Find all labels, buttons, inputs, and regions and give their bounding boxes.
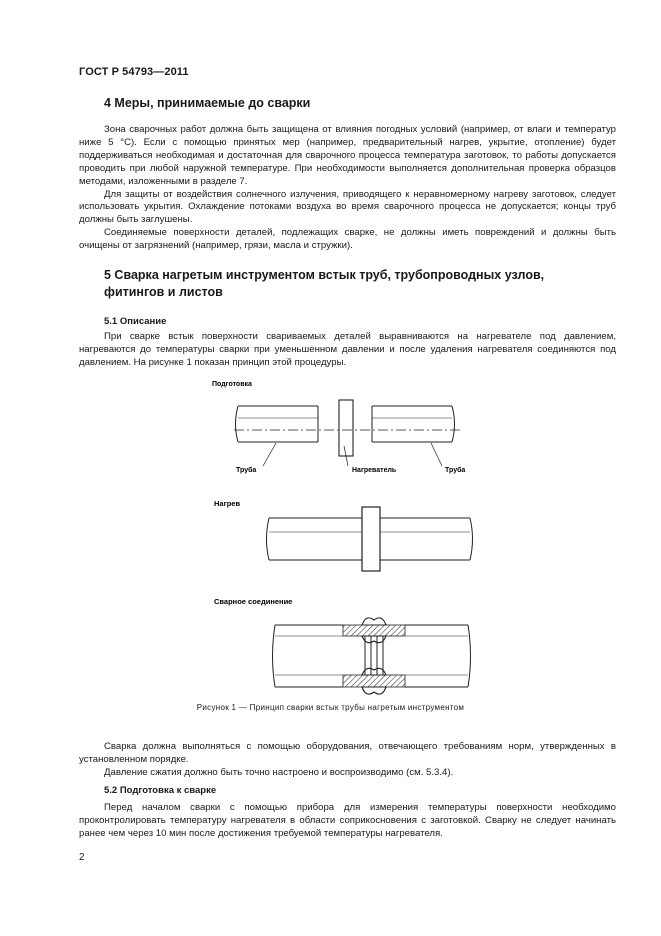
paragraph: Сварка должна выполняться с помощью оборудования, отвечающего требованиям норм, утвержденных в установленном порядке. [79,741,616,765]
leader-line [431,443,442,466]
figure-caption: Рисунок 1 — Принцип сварки встык трубы нагретым инструментом [196,703,465,712]
page-number: 2 [79,852,85,863]
pipe-left [236,406,319,442]
subsection-5-1-title: 5.1 Описание [104,316,167,327]
stage-preparation [234,400,465,474]
leader-line [263,443,276,466]
document-header: ГОСТ Р 54793—2011 [79,66,189,78]
label-pipe-left: Труба [236,467,257,474]
figure-butt-welding-diagram [0,370,661,700]
stage-label-preparation: Подготовка [212,381,252,388]
subsection-5-1-body [79,331,616,370]
paragraph: Давление сжатия должно быть точно настроено и воспроизводимо (см. 5.3.4). [104,766,454,778]
weld-wall-top [343,625,405,636]
stage-heating [267,507,473,571]
subsection-5-2-title: 5.2 Подготовка к сварке [104,785,217,796]
paragraph: При сварке встык поверхности свариваемых деталей выравниваются на нагревателе под давлением, нагреваются до температуры сварки при уменьшенном давлении и после удаления нагревателя соединяются под давлением. На рисунке 1 показан принцип этой процедуры. [79,331,616,368]
section-5-title-line1: 5 Сварка нагретым инструментом встык труб, трубопроводных узлов, [104,268,545,282]
paragraph: Зона сварочных работ должна быть защищена от влияния погодных условий (например, от влаги и температур ниже 5 °С). Если с помощью принятых мер (например, предварительный нагрев, укрытие, отопление) будет поддерживаться необходимая и достаточная для сварочного процесса температура заготовок, то работы допускается проводить при любой наружной температуре. При необходимости выполняется дополнительная проверка образцов методами, изложенными в разделе 7. [79,124,616,187]
stage-label-heating: Нагрев [214,499,241,508]
paragraph: Соединяемые поверхности деталей, подлежащих сварке, не должны иметь повреждений и должны быть очищены от загрязнений (например, грязи, масла и стружки). [79,227,616,252]
stage-label-welded-joint: Сварное соединение [214,597,293,606]
stage-welded-joint [273,618,471,694]
after-figure-body [79,741,616,780]
section-4-title: 4 Меры, принимаемые до сварки [104,96,311,110]
label-heater: Нагреватель [352,467,397,474]
weld-wall-bottom [343,675,405,687]
section-5-title-line2: фитингов и листов [104,285,223,299]
section-4-body [79,124,616,253]
heater-plate [362,507,380,571]
heater-plate [339,400,353,456]
paragraph: Перед началом сварки с помощью прибора для измерения температуры поверхности необходимо проконтролировать температуру нагревателя в области соприкосновения с заготовкой. Сварку не следует начинать ранее чем через 10 мин после достижения требуемой температуры нагревателя. [79,802,616,839]
subsection-5-2-body [79,802,616,841]
paragraph: Для защиты от воздействия солнечного излучения, приводящего к неравномерному нагреву заготовок, следует использовать укрытия. Охлаждение потоками воздуха во время сварочного процесса не допускается; концы труб должны быть заглушены. [79,188,616,226]
pipe-right [372,406,455,442]
label-pipe-right: Труба [445,467,466,474]
